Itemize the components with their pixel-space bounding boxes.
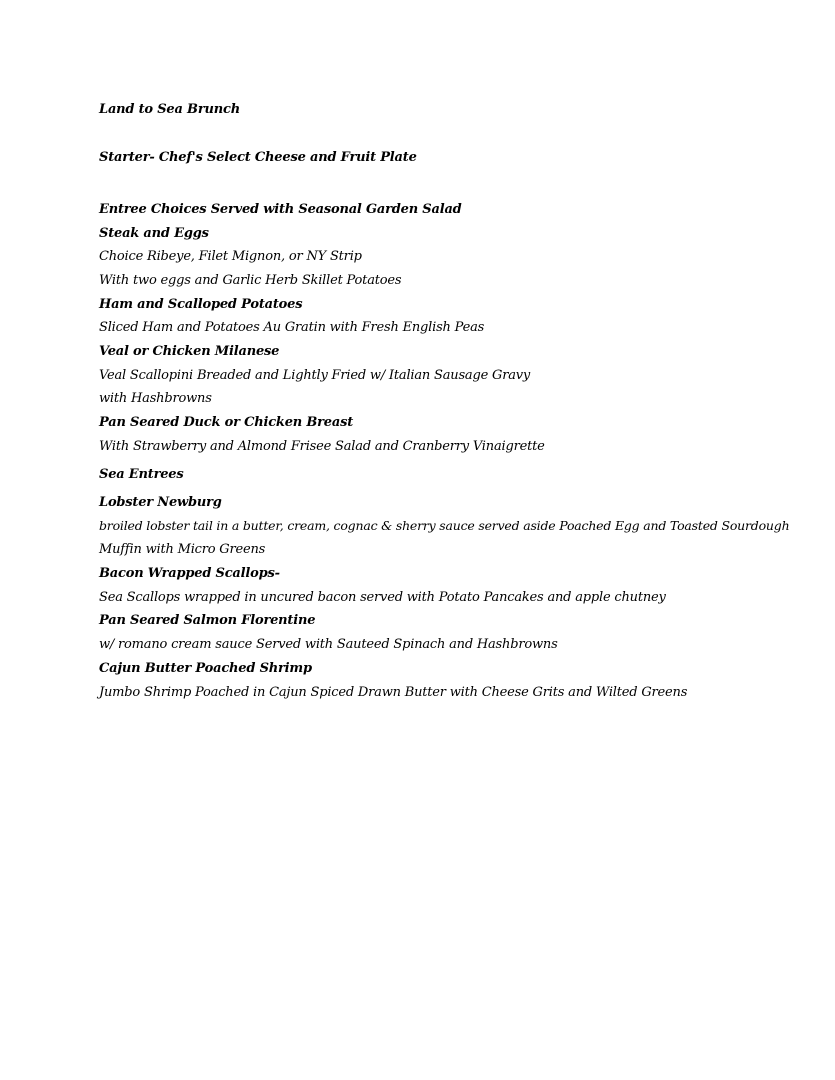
starter-line: Starter- Chef's Select Cheese and Fruit Plate <box>99 150 417 165</box>
veal-description-line-1: Veal Scallopini Breaded and Lightly Fried w/ Italian Sausage Gravy <box>99 368 531 383</box>
entree-heading: Entree Choices Served with Seasonal Garden Salad <box>99 202 462 217</box>
salmon-description: w/ romano cream sauce Served with Sauteed Spinach and Hashbrowns <box>99 637 558 652</box>
salmon-title: Pan Seared Salmon Florentine <box>99 613 316 628</box>
duck-description: With Strawberry and Almond Frisee Salad and Cranberry Vinaigrette <box>99 439 545 454</box>
sea-entrees-heading: Sea Entrees <box>99 467 184 482</box>
lobster-description-line-2: Muffin with Micro Greens <box>99 542 266 557</box>
scallops-title: Bacon Wrapped Scallops- <box>99 566 280 581</box>
ham-title: Ham and Scalloped Potatoes <box>99 297 303 312</box>
menu-title: Land to Sea Brunch <box>99 102 240 117</box>
lobster-title: Lobster Newburg <box>99 495 222 510</box>
veal-title: Veal or Chicken Milanese <box>99 344 280 359</box>
steak-title: Steak and Eggs <box>99 226 209 241</box>
scallops-description: Sea Scallops wrapped in uncured bacon served with Potato Pancakes and apple chutney <box>99 590 666 605</box>
veal-description-line-2: with Hashbrowns <box>99 391 212 406</box>
steak-description-line-2: With two eggs and Garlic Herb Skillet Potatoes <box>99 273 402 288</box>
shrimp-description: Jumbo Shrimp Poached in Cajun Spiced Drawn Butter with Cheese Grits and Wilted Greens <box>99 685 688 700</box>
lobster-description-line-1: broiled lobster tail in a butter, cream, cognac & sherry sauce served aside Poached Egg and Toasted Sourdough <box>99 518 790 533</box>
shrimp-title: Cajun Butter Poached Shrimp <box>99 661 312 676</box>
steak-description-line-1: Choice Ribeye, Filet Mignon, or NY Strip <box>99 249 362 264</box>
duck-title: Pan Seared Duck or Chicken Breast <box>99 415 354 430</box>
ham-description: Sliced Ham and Potatoes Au Gratin with Fresh English Peas <box>99 320 485 335</box>
